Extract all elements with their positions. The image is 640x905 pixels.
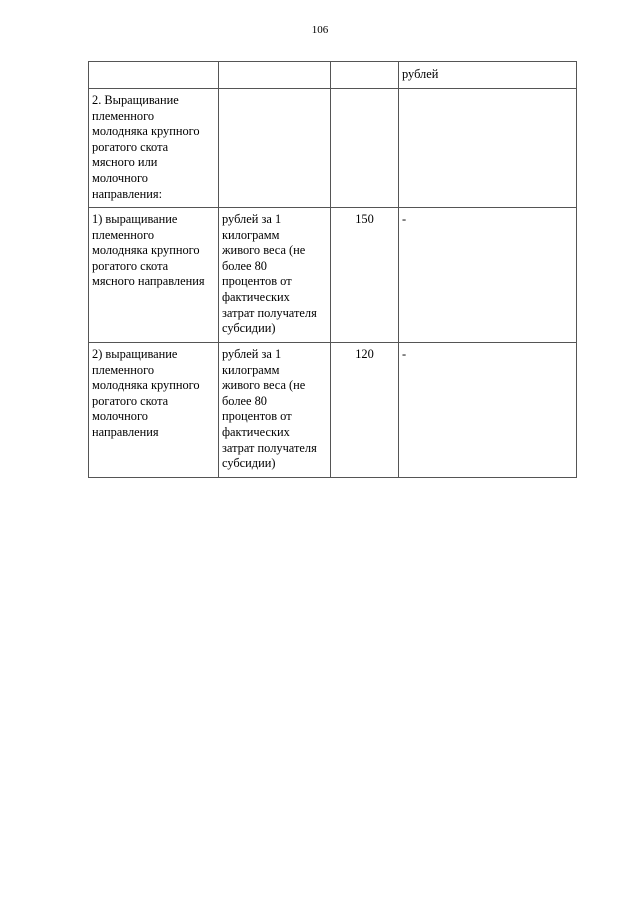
header-cell-4: рублей xyxy=(399,62,577,89)
row-name-cell: 1) выращивание племенного молодняка крупного рогатого скота мясного направления xyxy=(89,208,219,343)
page-number: 106 xyxy=(311,24,329,36)
subsidy-rates-table xyxy=(88,61,577,478)
row-value-cell: 120 xyxy=(331,343,399,478)
header-cell-1 xyxy=(89,62,219,89)
section-title-cell: 2. Выращивание племенного молодняка крупного рогатого скота мясного или молочного направления: xyxy=(89,89,219,208)
row-extra-cell: - xyxy=(399,208,577,343)
row-value-cell: 150 xyxy=(331,208,399,343)
section-empty-cell-3 xyxy=(331,89,399,208)
section-empty-cell-2 xyxy=(219,89,331,208)
header-cell-2 xyxy=(219,62,331,89)
row-name-cell: 2) выращивание племенного молодняка крупного рогатого скота молочного направления xyxy=(89,343,219,478)
table-row xyxy=(89,208,577,343)
table-header-row xyxy=(89,62,577,89)
header-cell-3 xyxy=(331,62,399,89)
row-unit-cell: рублей за 1 килограмм живого веса (не более 80 процентов от фактических затрат получателя субсидии) xyxy=(219,208,331,343)
row-extra-cell: - xyxy=(399,343,577,478)
table-row xyxy=(89,343,577,478)
section-empty-cell-4 xyxy=(399,89,577,208)
row-unit-cell: рублей за 1 килограмм живого веса (не более 80 процентов от фактических затрат получателя субсидии) xyxy=(219,343,331,478)
section-row xyxy=(89,89,577,208)
